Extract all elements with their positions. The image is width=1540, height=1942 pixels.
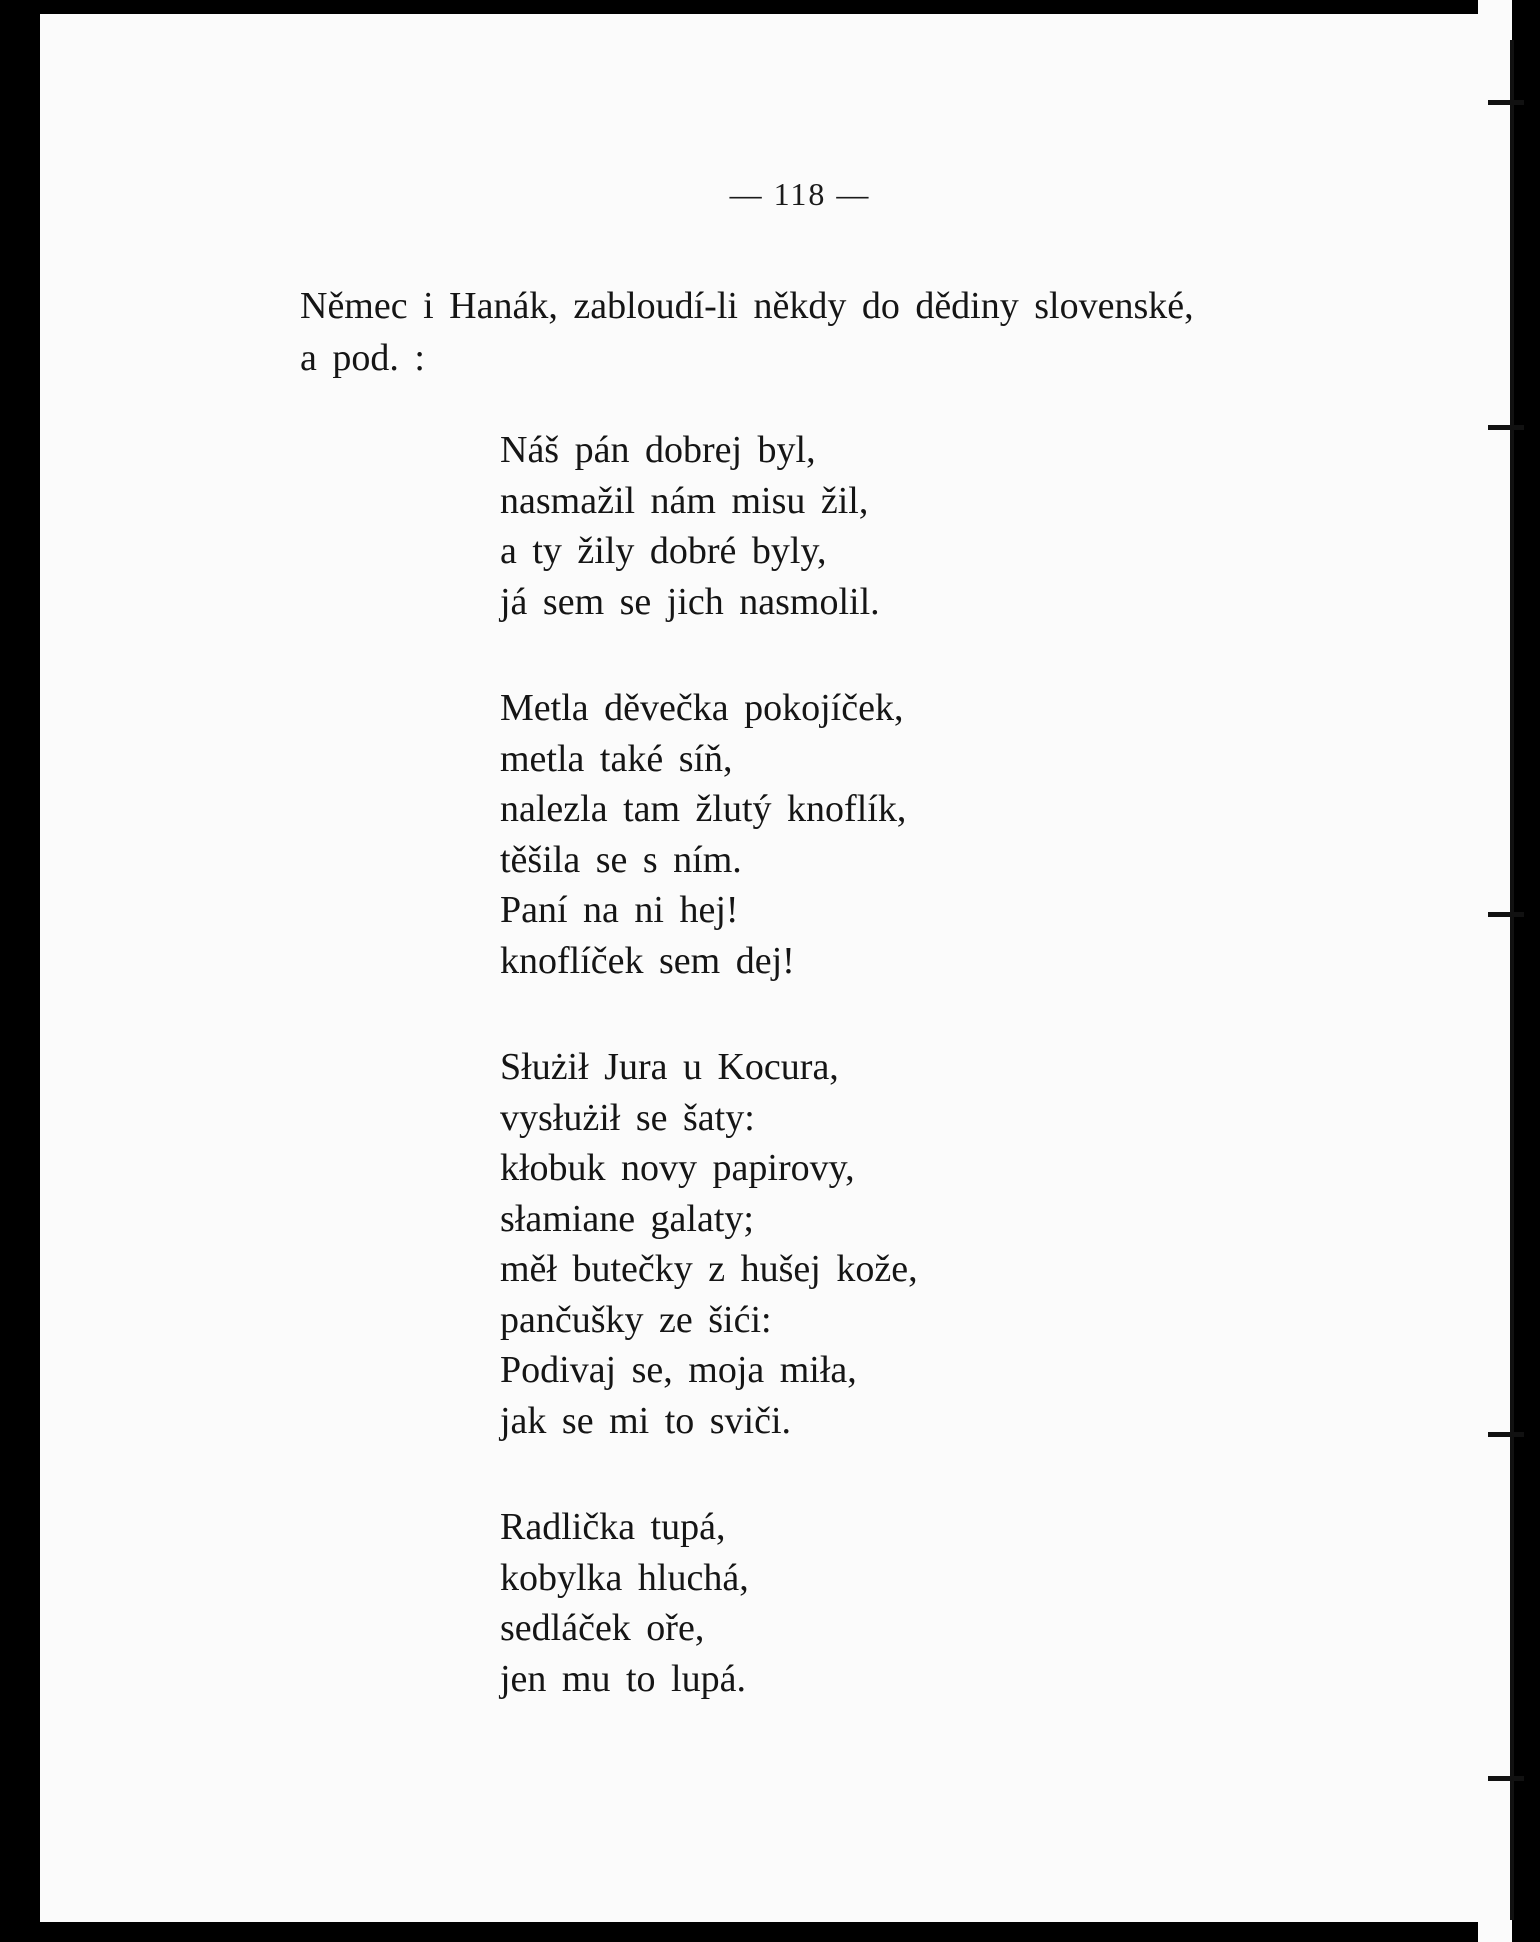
verse-line: jen mu to lupá. <box>500 1657 746 1700</box>
verse-line: já sem se jich nasmolil. <box>500 580 880 623</box>
verse-line: kłobuk novy papirovy, <box>500 1147 855 1189</box>
verse-line: knoflíček sem dej! <box>500 939 795 982</box>
binding-tick <box>1488 1432 1524 1437</box>
binding-tick <box>1488 912 1524 917</box>
verse-line: Metla děvečka pokojíček, <box>500 687 904 729</box>
verse-line: Radlička tupá, <box>500 1506 726 1548</box>
intro-line: a pod. : <box>300 337 425 379</box>
page-number: — 118 — <box>729 176 871 212</box>
verse-line: sedláček oře, <box>500 1607 705 1649</box>
binding-tick <box>1488 1776 1524 1781</box>
verse-line: Podivaj se, moja miła, <box>500 1349 857 1391</box>
binding-tick <box>1488 425 1524 430</box>
verse-line: metla také síň, <box>500 737 733 780</box>
verse-line: nalezla tam žlutý knoflík, <box>500 788 907 830</box>
verse-line: jak se mi to sviči. <box>500 1399 792 1442</box>
verse-line: a ty žily dobré byly, <box>500 530 827 572</box>
verse-line: Paní na ni hej! <box>500 889 739 931</box>
stanza <box>500 683 918 986</box>
poem-block <box>500 425 918 1760</box>
binding-line <box>1510 40 1514 1920</box>
intro-line: Němec i Hanák, zabloudí-li někdy do dědiny slovenské, <box>300 285 1194 327</box>
verse-line: słamiane galaty; <box>500 1197 754 1240</box>
page-binding-edge <box>1478 0 1512 1942</box>
verse-line: nasmažil nám misu žil, <box>500 479 869 522</box>
verse-line: Náš pán dobrej byl, <box>500 429 816 471</box>
stanza <box>500 425 918 627</box>
verse-line: kobylka hluchá, <box>500 1556 749 1599</box>
intro-text <box>300 280 1350 384</box>
verse-line: pančušky ze šići: <box>500 1298 772 1341</box>
binding-tick <box>1488 100 1524 105</box>
verse-line: vysłużił se šaty: <box>500 1096 755 1139</box>
stanza <box>500 1042 918 1446</box>
verse-line: těšila se s ním. <box>500 838 742 881</box>
stanza <box>500 1502 918 1704</box>
verse-line: měł butečky z hušej kože, <box>500 1248 918 1290</box>
verse-line: Służił Jura u Kocura, <box>500 1046 839 1088</box>
